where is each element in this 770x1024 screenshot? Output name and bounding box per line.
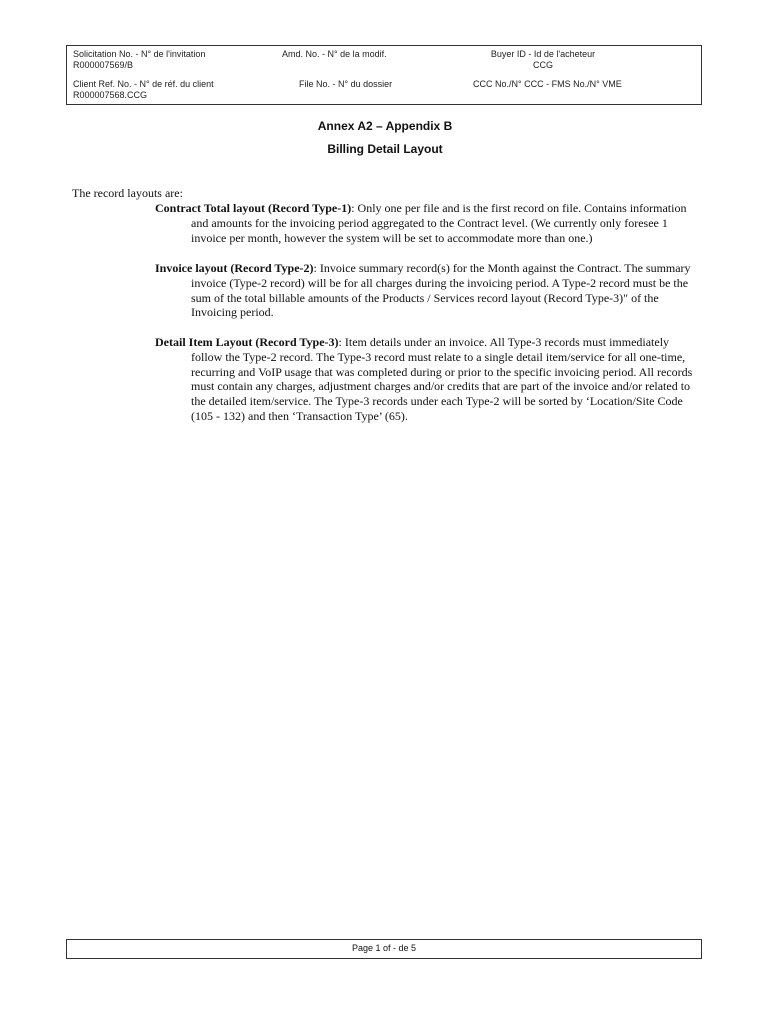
record-text: : Invoice summary record(s) for the Month against the Contract. The summary invoice (Type-2 record) will be for all charges during the invoicing period. A Type-2 record must be the sum of the total billable amounts of the Products / Services record layout (Record Type-3)" of the Invoicing period. <box>191 261 691 320</box>
record-type-3-paragraph <box>155 335 703 424</box>
amendment-number <box>282 49 387 60</box>
document-header-box <box>66 45 702 105</box>
record-heading: Detail Item Layout (Record Type-3) <box>155 335 339 349</box>
client-reference <box>73 79 214 101</box>
page-subtitle: Billing Detail Layout <box>327 142 443 156</box>
record-text: : Only one per file and is the first record on file. Contains information and amounts for the invoicing period aggregated to the Contract level. (We currently only foresee 1 invoice per month, however the system will be set to accommodate more than one.) <box>191 201 687 245</box>
ccc-number <box>473 79 622 90</box>
intro-text: The record layouts are: <box>72 186 183 200</box>
page-number: Page 1 of - de 5 <box>351 943 417 953</box>
file-label: File No. - N° du dossier <box>299 79 393 89</box>
buyer-id <box>473 49 613 71</box>
record-text: : Item details under an invoice. All Type-3 records must immediately follow the Type-2 record. The Type-3 record must relate to a single detail item/service for all one-time, recurring and VoIP usage that was completed during or prior to the specific invoicing period. All records must contain any charges, adjustment charges and/or credits that are part of the invoice and/or related to the detailed item/service. The Type-3 records under each Type-2 will be sorted by ‘Location/Site Code (105 - 132) and then ‘Transaction Type’ (65). <box>191 335 693 423</box>
record-type-1-paragraph <box>155 201 703 245</box>
solicitation-label: Solicitation No. - N° de l'invitation <box>73 49 206 59</box>
buyer-label: Buyer ID - Id de l'acheteur <box>490 49 596 59</box>
file-number <box>299 79 392 90</box>
record-type-2-paragraph <box>155 261 703 320</box>
buyer-value: CCG <box>533 60 553 70</box>
page-footer <box>66 939 702 959</box>
record-heading: Contract Total layout (Record Type-1) <box>155 201 352 215</box>
solicitation-value: R000007569/B <box>73 60 134 70</box>
client-ref-value: R000007568.CCG <box>73 90 148 100</box>
record-heading: Invoice layout (Record Type-2) <box>155 261 314 275</box>
amendment-label: Amd. No. - N° de la modif. <box>282 49 387 59</box>
page-title: Annex A2 – Appendix B <box>317 119 453 133</box>
solicitation-number <box>73 49 205 71</box>
client-ref-label: Client Ref. No. - N° de réf. du client <box>73 79 214 89</box>
ccc-label: CCC No./N° CCC - FMS No./N° VME <box>473 79 622 89</box>
